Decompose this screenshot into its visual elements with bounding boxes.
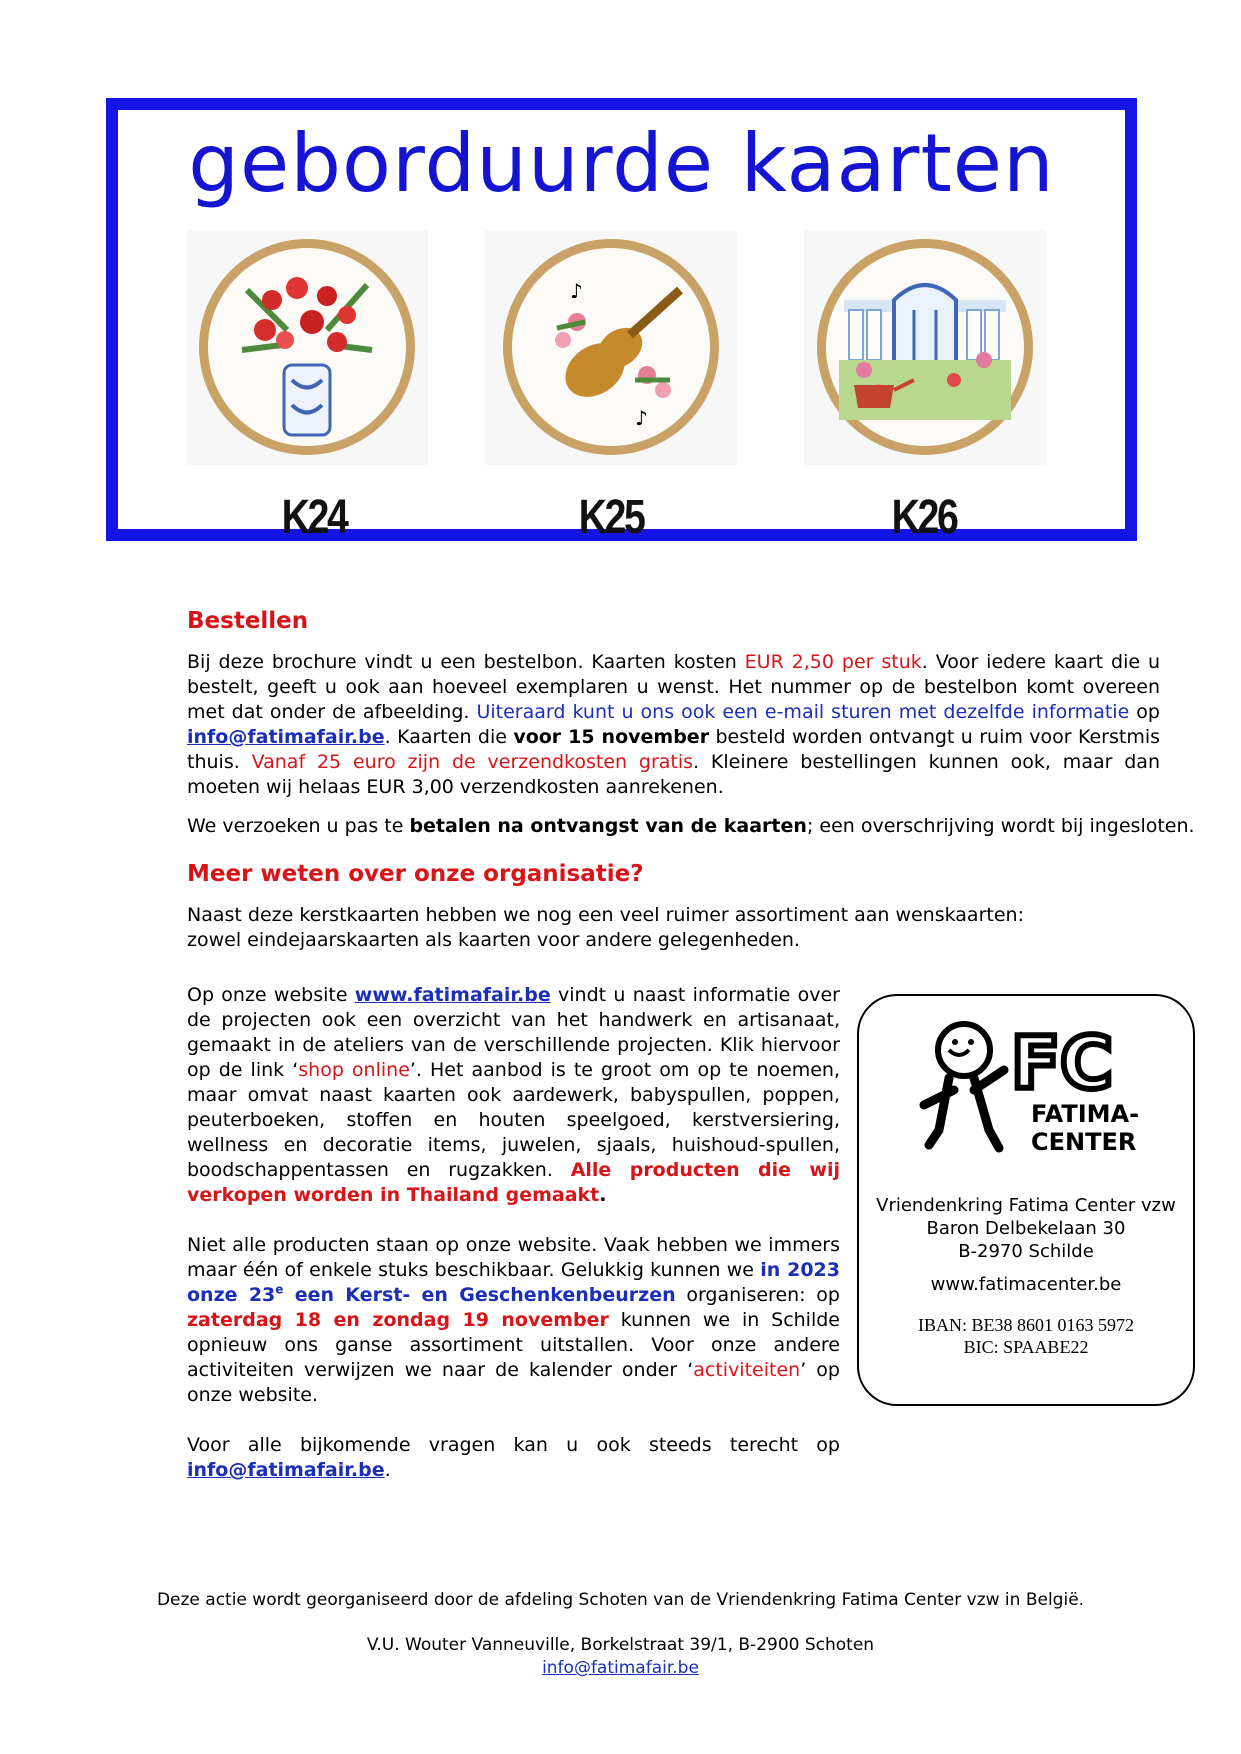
fair-paragraph [187,1233,840,1408]
text: Niet alle producten staan op onze website. Vaak hebben we immers maar één of enkele stuks beschikbaar. Gelukkig kunnen we [187,1234,840,1281]
bank-details [859,1314,1193,1358]
fair-dates: zaterdag 18 en zondag 19 november [187,1309,609,1331]
contact-address [859,1194,1193,1296]
price-text: EUR 2,50 per stuk [744,651,922,673]
page-title: geborduurde kaarten [188,117,1055,210]
text: Op onze website [187,984,355,1006]
questions-email-link[interactable]: info@fatimafair.be [187,1459,385,1481]
footer-email-link[interactable]: info@fatimafair.be [542,1658,699,1678]
footer-email-wrap [0,1657,1241,1680]
section-meer-weten [187,862,1047,953]
text: . Kaarten die [384,726,514,748]
logo-text-fatima: FATIMA- [1031,1100,1139,1128]
text: We verzoeken u pas te [187,815,410,837]
card-code-k26: K26 [891,491,957,544]
card-image-k25 [485,230,737,465]
text: vindt u naast informatie over de projecten ook een overzicht van het handwerk en artisanaat, gemaakt in de ateliers van de verschillende projecten. Klik hiervoor op de link ‘ [187,984,840,1081]
header-frame [106,98,1137,544]
questions-paragraph [187,1433,840,1483]
email-link[interactable]: info@fatimafair.be [187,726,385,748]
org-name: Vriendenkring Fatima Center vzw [876,1195,1176,1216]
footer-organiser: Deze actie wordt georganiseerd door de afdeling Schoten van de Vriendenkring Fatima Center vzw in België. [156,1590,1085,1610]
heading-bestellen: Bestellen [187,608,309,634]
text: ; een overschrijving wordt bij ingesloten. [806,815,1195,837]
fair-text-b: een Kerst- en Geschenkenbeurzen [283,1284,676,1306]
deadline-text: voor 15 november [513,726,710,748]
iban: IBAN: BE38 8601 0163 5972 [918,1315,1134,1335]
email-note-text: Uiteraard kunt u ons ook een e-mail sturen met dezelfde informatie [476,701,1130,723]
text: . [384,1459,391,1481]
website-link[interactable]: www.fatimafair.be [354,984,551,1006]
card-code-k25: K25 [578,491,644,544]
payment-paragraph [187,814,1195,839]
street: Baron Delbekelaan 30 [926,1218,1126,1239]
shop-online-link[interactable]: shop online [298,1059,410,1081]
text: op [1129,701,1160,723]
text: ’. Het aanbod is te groot om op te noemen, maar omvat naast kaarten ook aardewerk, babyspullen, poppen, peuterboeken, stoffen en houten speelgoed, kerstversiering, wellness en decoratie items, juwelen, sjaals, huishoud-spullen, boodschappentassen en rugzakken. [187,1059,841,1181]
bic: BIC: SPAABE22 [963,1337,1089,1357]
logo-text-center: CENTER [1031,1128,1137,1156]
activities-link[interactable]: activiteiten [693,1359,801,1381]
text: besteld worden ontvangt u ruim voor Kerstmis thuis. [187,726,1161,773]
logo-letters: FC [1011,1021,1114,1105]
free-shipping-text: Vanaf 25 euro zijn de verzendkosten gratis [251,751,694,773]
heading-meer-weten: Meer weten over onze organisatie? [187,861,644,887]
bestellen-paragraph [187,650,1160,800]
flowers-in-vase-embroidery-icon [187,230,428,465]
svg-text:♪: ♪ [635,406,648,430]
section-bestellen [187,608,1195,839]
card-code-k24: K24 [281,491,347,544]
website-text: www.fatimacenter.be [930,1274,1122,1295]
text: . Kleinere bestellingen kunnen ook, maar dan moeten wij helaas EUR 3,00 verzendkosten aanrekenen. [187,751,1160,798]
svg-text:♪: ♪ [570,279,583,303]
intro-paragraph: Naast deze kerstkaarten hebben we nog een veel ruimer assortiment aan wenskaarten: zowel eindejaarskaarten als kaarten voor andere gelegenheden. [187,904,1024,951]
section-website [187,983,840,1483]
card-image-k24 [187,230,428,465]
fair-text-a: in 2023 onze 23 [187,1259,840,1306]
text: kunnen we in Schilde opnieuw ons ganse assortiment uitstallen. Voor onze andere activiteiten verwijzen we naar de kalender onder ‘ [187,1309,840,1381]
text: organiseren: op [675,1284,840,1306]
text: Bij deze brochure vindt u een bestelbon. Kaarten kosten [187,651,745,673]
fair-sup: e [275,1282,284,1297]
text: . Voor iedere kaart die u bestelt, geeft u ook aan hoeveel exemplaren u wenst. Het nummer op de bestelbon komt overeen met dat onder de afbeelding. [187,651,1160,723]
text: . [599,1184,607,1206]
contact-box [857,994,1195,1406]
payment-bold: betalen na ontvangst van de kaarten [409,815,807,837]
fatima-center-logo-icon [919,1010,1139,1170]
text: Voor alle bijkomende vragen kan u ook steeds terecht op [187,1434,840,1456]
text: ’ op onze website. [187,1359,840,1406]
garden-gate-embroidery-icon [804,230,1046,465]
card-image-k26 [804,230,1046,465]
violin-with-roses-embroidery-icon [485,230,737,465]
city: B-2970 Schilde [958,1241,1094,1262]
website-paragraph [187,983,840,1208]
thailand-text: Alle producten die wij verkopen worden in Thailand gemaakt [187,1159,840,1206]
footer-publisher: V.U. Wouter Vanneuville, Borkelstraat 39/1, B-2900 Schoten [366,1635,875,1655]
